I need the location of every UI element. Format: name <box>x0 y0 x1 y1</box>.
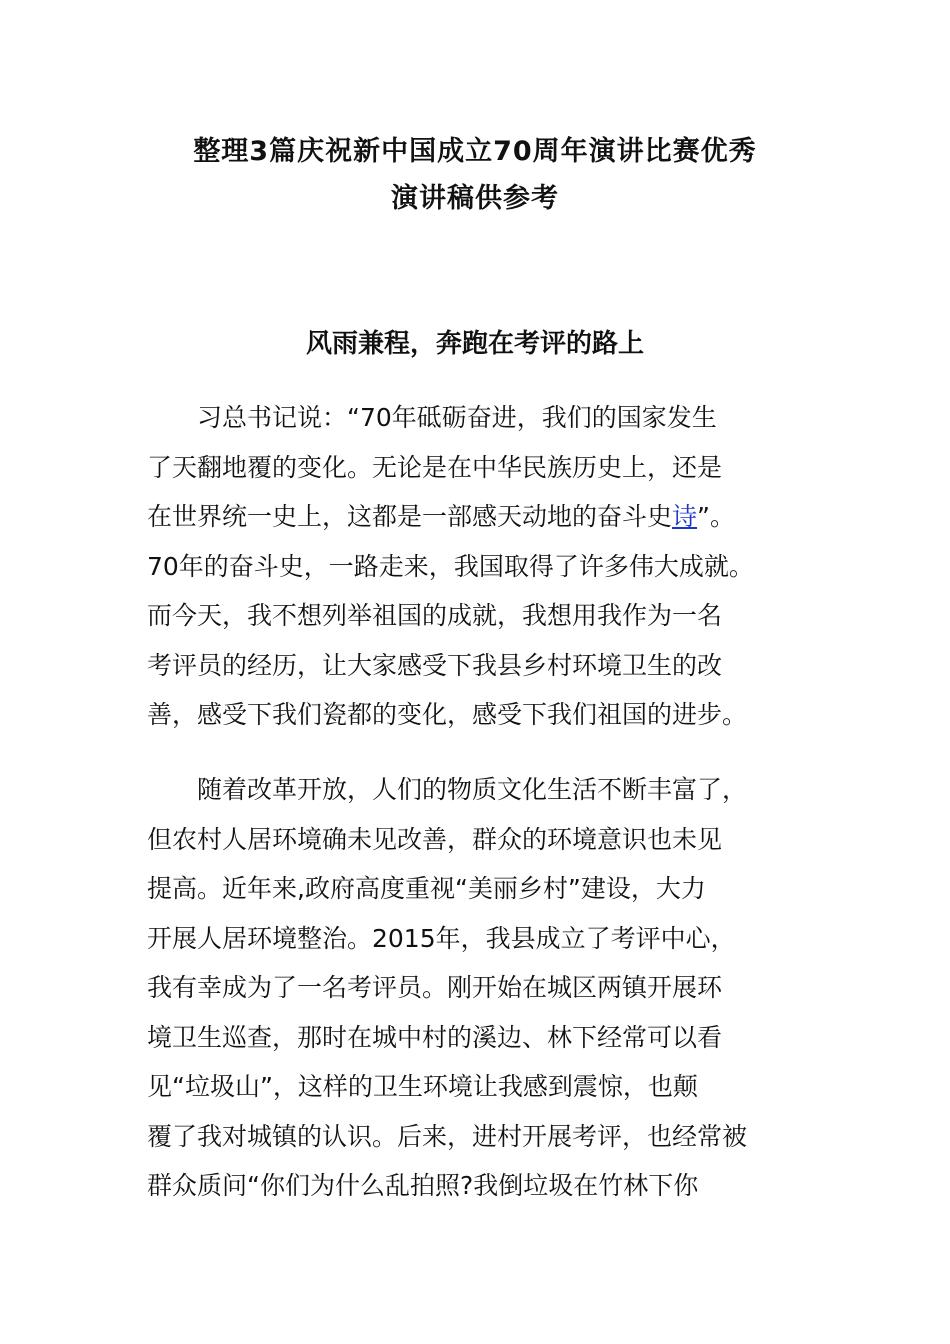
paragraph-2 <box>147 765 837 1211</box>
paragraph-1-line-1: 习总书记说：“70年砥砺奋进，我们的国家发生 <box>197 403 717 432</box>
paragraph-2-line-5: 我有幸成为了一名考评员。刚开始在城区两镇开展环 <box>147 973 723 1002</box>
paragraph-2-line-4: 开展人居环境整治。2015年，我县成立了考评中心， <box>147 923 736 953</box>
paragraph-2-line-3: 提高。近年来,政府高度重视“美丽乡村”建设，大力 <box>147 874 706 903</box>
paragraph-2-line-2: 但农村人居环境确未见改善，群众的环境意识也未见 <box>147 824 723 854</box>
poem-link[interactable]: 诗 <box>672 502 698 531</box>
paragraph-2-line-6: 境卫生巡查，那时在城中村的溪边、林下经常可以看 <box>147 1022 723 1052</box>
paragraph-1-line-3 <box>147 492 837 542</box>
section-heading: 风雨兼程，奔跑在考评的路上 <box>305 329 644 359</box>
paragraph-2-line-9: 群众质问“你们为什么乱拍照?我倒垃圾在竹林下你 <box>147 1171 699 1200</box>
paragraph-1-line-3-text: 在世界统一史上，这都是一部感天动地的奋斗史 <box>147 502 673 531</box>
paragraph-1-line-5: 而今天，我不想列举祖国的成就，我想用我作为一名 <box>147 601 723 630</box>
paragraph-1 <box>147 393 837 740</box>
paragraph-1-line-2: 了天翻地覆的变化。无论是在中华民族历史上，还是 <box>147 452 723 482</box>
document-title-line1: 整理3篇庆祝新中国成立70周年演讲比赛优秀 <box>193 136 757 167</box>
document-title-line2: 演讲稿供参考 <box>391 183 559 214</box>
paragraph-1-line-7: 善，感受下我们瓷都的变化，感受下我们祖国的进步。 <box>147 700 748 729</box>
paragraph-2-line-8: 覆了我对城镇的认识。后来，进村开展考评，也经常被 <box>147 1121 748 1151</box>
paragraph-1-line-3-tail: ”。 <box>697 502 735 531</box>
paragraph-2-line-7: 见“垃圾山”，这样的卫生环境让我感到震惊，也颠 <box>147 1072 698 1101</box>
paragraph-1-line-4: 70年的奋斗史，一路走来，我国取得了许多伟大成就。 <box>147 551 754 581</box>
paragraph-2-line-1: 随着改革开放，人们的物质文化生活不断丰富了， <box>197 775 748 804</box>
paragraph-1-line-6: 考评员的经历，让大家感受下我县乡村环境卫生的改 <box>147 650 723 680</box>
